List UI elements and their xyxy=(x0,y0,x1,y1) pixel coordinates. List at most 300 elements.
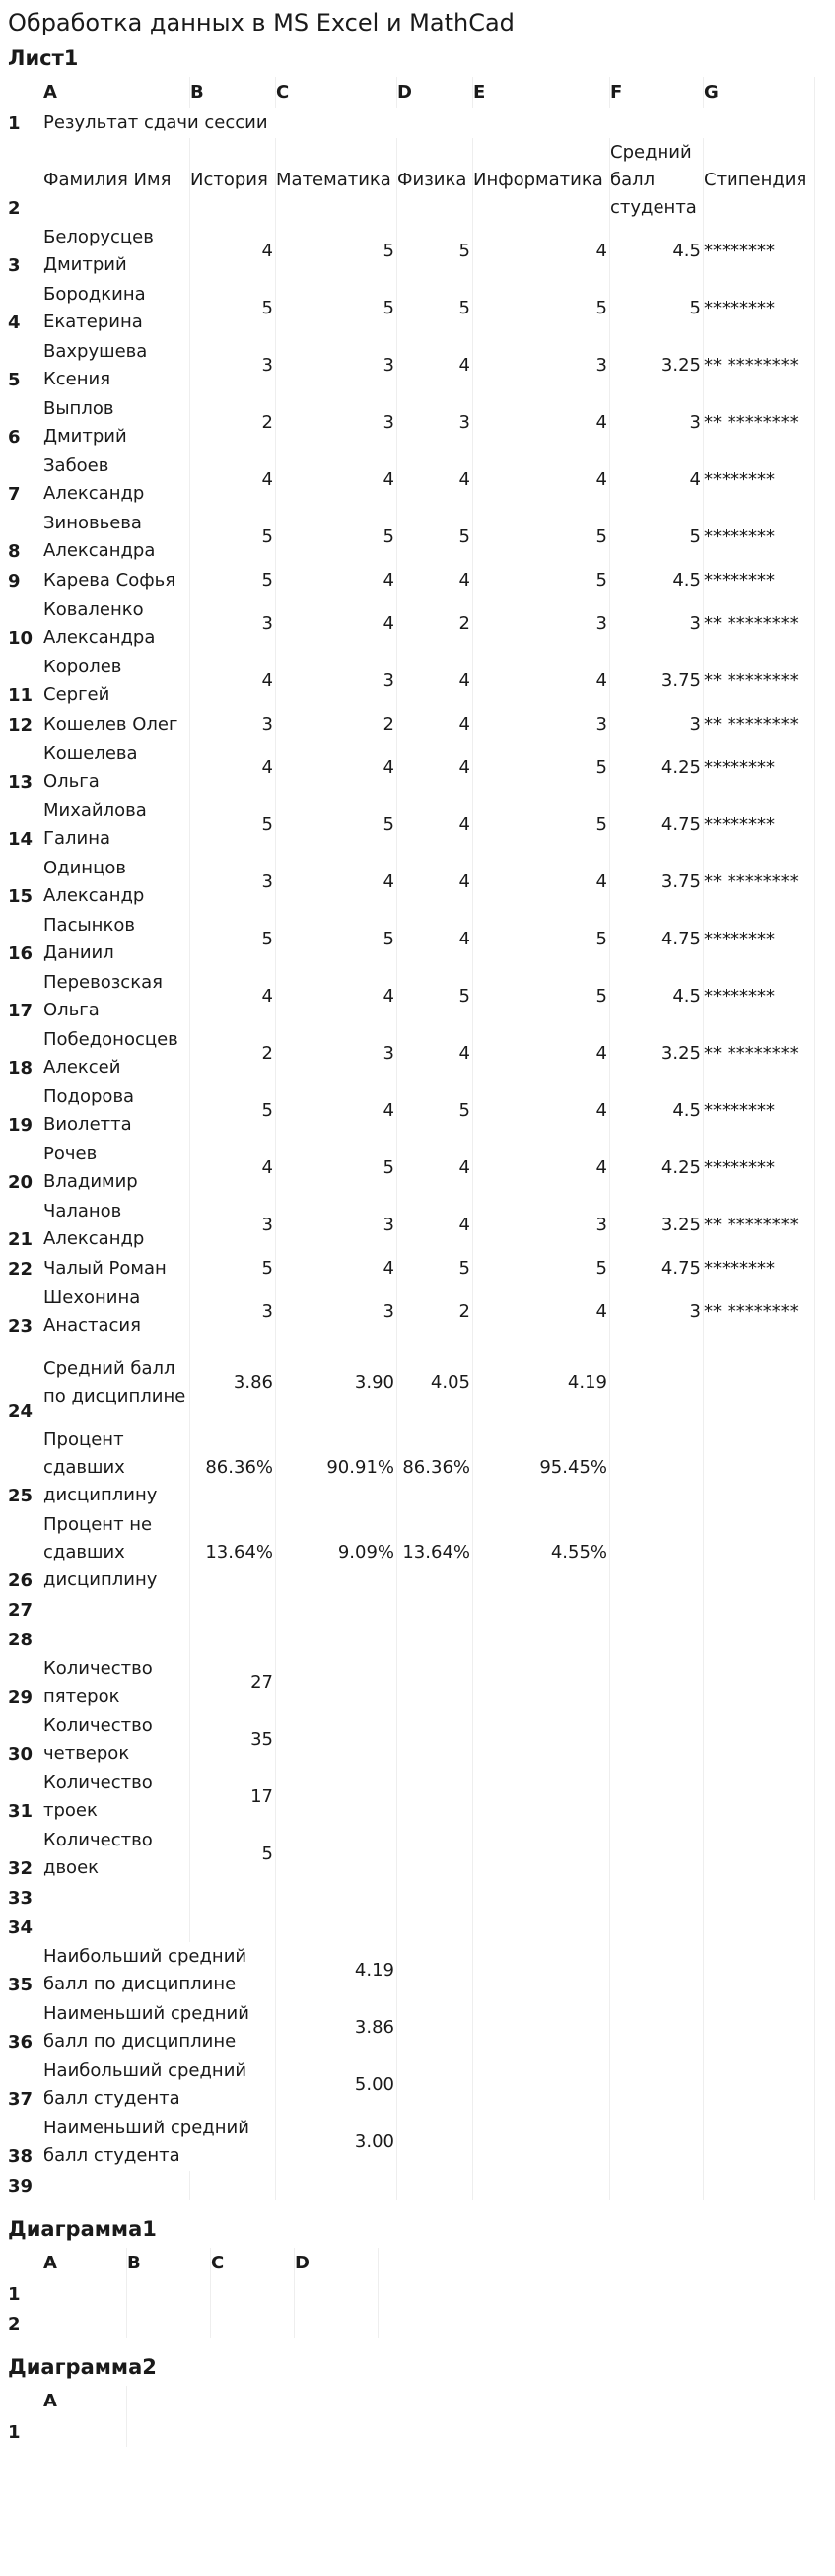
cell-e[interactable]: 95.45% xyxy=(473,1426,610,1510)
cell-b[interactable]: 3 xyxy=(190,854,276,911)
cell-a[interactable]: Количество двоек xyxy=(43,1826,190,1883)
cell-b[interactable]: 4 xyxy=(190,223,276,280)
cell-d[interactable]: 5 xyxy=(397,1082,473,1140)
cell-g[interactable] xyxy=(704,1711,815,1769)
cell-c[interactable]: 5 xyxy=(276,223,397,280)
cell-d[interactable]: 5 xyxy=(397,509,473,566)
cell-b[interactable]: 5 xyxy=(190,566,276,595)
cell-f[interactable] xyxy=(610,1913,704,1942)
cell-e[interactable]: 5 xyxy=(473,739,610,797)
cell-e[interactable] xyxy=(473,2114,610,2171)
cell-c[interactable] xyxy=(276,1913,397,1942)
cell-e[interactable]: Информатика xyxy=(473,138,610,223)
cell-f[interactable]: 4.25 xyxy=(610,1140,704,1197)
cell-b[interactable] xyxy=(190,2171,276,2200)
cell-b[interactable]: 5 xyxy=(190,1826,276,1883)
cell-d[interactable]: 4 xyxy=(397,739,473,797)
cell-g[interactable]: Стипендия xyxy=(704,138,815,223)
cell-f[interactable] xyxy=(610,1999,704,2056)
cell-f[interactable] xyxy=(610,1711,704,1769)
table-row xyxy=(8,1883,815,1913)
cell-c[interactable]: 3 xyxy=(276,394,397,452)
cell-a[interactable] xyxy=(43,2171,190,2200)
table-row xyxy=(8,223,815,280)
cell-b[interactable]: 3.86 xyxy=(190,1341,276,1426)
row-number: 5 xyxy=(8,370,21,390)
cell-c[interactable]: 4.19 xyxy=(276,1942,397,1999)
cell-c[interactable] xyxy=(276,2171,397,2200)
cell-b[interactable]: 3 xyxy=(190,710,276,739)
cell-a[interactable]: Количество пятерок xyxy=(43,1654,190,1711)
cell-d[interactable]: 4 xyxy=(397,911,473,968)
cell-f[interactable]: Средний балл студента xyxy=(610,138,704,223)
cell-e[interactable] xyxy=(473,1595,610,1625)
cell-c[interactable]: 90.91% xyxy=(276,1426,397,1510)
cell-f[interactable]: 3 xyxy=(610,595,704,653)
cell-a[interactable]: Пасынков Даниил xyxy=(43,911,190,968)
cell-d[interactable] xyxy=(397,1711,473,1769)
cell-a[interactable]: Одинцов Александр xyxy=(43,854,190,911)
cell-b[interactable]: 5 xyxy=(190,797,276,854)
cell-c[interactable]: 5 xyxy=(276,911,397,968)
row-number: 33 xyxy=(8,1888,34,1909)
row-number: 4 xyxy=(8,313,21,333)
cell-e[interactable]: 4 xyxy=(473,854,610,911)
cell-f[interactable] xyxy=(610,1826,704,1883)
cell-f[interactable] xyxy=(610,1654,704,1711)
cell-g[interactable]: ** ******** xyxy=(704,337,815,394)
cell-e[interactable] xyxy=(473,1625,610,1654)
cell xyxy=(295,2309,379,2338)
cell-e[interactable] xyxy=(473,1999,610,2056)
cell-a[interactable] xyxy=(43,1625,190,1654)
cell-g[interactable]: ** ******** xyxy=(704,653,815,710)
column-header-a: A xyxy=(43,2386,127,2417)
cell-f[interactable] xyxy=(610,1341,704,1426)
cell-b[interactable]: 4 xyxy=(190,452,276,509)
cell-b[interactable]: 4 xyxy=(190,653,276,710)
cell-b[interactable]: 2 xyxy=(190,394,276,452)
cell-e[interactable]: 4.55% xyxy=(473,1510,610,1595)
cell-g[interactable] xyxy=(704,1510,815,1595)
cell-b[interactable]: 4 xyxy=(190,968,276,1025)
table-row xyxy=(8,1826,815,1883)
cell-f[interactable]: 3.75 xyxy=(610,653,704,710)
cell-g[interactable]: ** ******** xyxy=(704,595,815,653)
cell-d[interactable]: 4 xyxy=(397,337,473,394)
cell-d[interactable]: 2 xyxy=(397,595,473,653)
cell-g[interactable]: ******** xyxy=(704,223,815,280)
cell-a[interactable] xyxy=(43,1595,190,1625)
cell-b[interactable]: 3 xyxy=(190,337,276,394)
cell-g[interactable] xyxy=(704,1625,815,1654)
cell-b[interactable]: 5 xyxy=(190,911,276,968)
cell-e[interactable]: 4 xyxy=(473,452,610,509)
cell-b[interactable]: 5 xyxy=(190,1082,276,1140)
table-row xyxy=(8,2279,379,2309)
cell-a[interactable]: Процент сдавших дисциплину xyxy=(43,1426,190,1510)
cell-d[interactable]: 5 xyxy=(397,1254,473,1284)
cell-d[interactable] xyxy=(397,2056,473,2114)
cell-e[interactable] xyxy=(473,1913,610,1942)
cell-c[interactable]: Математика xyxy=(276,138,397,223)
cell-d[interactable] xyxy=(397,1769,473,1826)
cell-g[interactable]: ** ******** xyxy=(704,394,815,452)
cell-a[interactable]: Карева Софья xyxy=(43,566,190,595)
cell-e[interactable]: 5 xyxy=(473,968,610,1025)
cell-f[interactable]: 3.25 xyxy=(610,1197,704,1254)
cell-f[interactable]: 4.75 xyxy=(610,911,704,968)
column-header-b: B xyxy=(190,77,276,108)
cell-b[interactable]: 2 xyxy=(190,1025,276,1082)
cell-e[interactable]: 5 xyxy=(473,566,610,595)
cell-a[interactable]: Чаланов Александр xyxy=(43,1197,190,1254)
cell-e[interactable]: 4 xyxy=(473,1025,610,1082)
cell-a[interactable]: Наибольший средний балл студента xyxy=(43,2056,276,2114)
cell-c[interactable] xyxy=(276,1595,397,1625)
cell-f[interactable]: 4.5 xyxy=(610,1082,704,1140)
cell-f[interactable]: 3 xyxy=(610,1284,704,1341)
cell-e[interactable] xyxy=(473,1711,610,1769)
cell-g[interactable]: ******** xyxy=(704,968,815,1025)
cell-a[interactable]: Количество троек xyxy=(43,1769,190,1826)
cell-f[interactable]: 4 xyxy=(610,452,704,509)
cell-b[interactable]: 86.36% xyxy=(190,1426,276,1510)
cell-g[interactable]: ******** xyxy=(704,1082,815,1140)
cell-d[interactable] xyxy=(397,1595,473,1625)
table-row xyxy=(8,2114,815,2171)
row-number: 1 xyxy=(8,113,21,134)
row-number: 3 xyxy=(8,255,21,276)
cell-f[interactable]: 4.5 xyxy=(610,566,704,595)
cell-d[interactable]: 4 xyxy=(397,710,473,739)
cell-c[interactable]: 3 xyxy=(276,1025,397,1082)
cell-a[interactable]: Наибольший средний балл по дисциплине xyxy=(43,1942,276,1999)
row-number: 2 xyxy=(8,198,21,219)
cell-g[interactable] xyxy=(704,1341,815,1426)
cell-a[interactable]: Фамилия Имя xyxy=(43,138,190,223)
cell-d[interactable]: 86.36% xyxy=(397,1426,473,1510)
cell-a[interactable]: Перевозская Ольга xyxy=(43,968,190,1025)
cell-b[interactable]: История xyxy=(190,138,276,223)
cell-e[interactable]: 3 xyxy=(473,1197,610,1254)
cell-d[interactable]: 4 xyxy=(397,1140,473,1197)
cell-e[interactable] xyxy=(473,1883,610,1913)
cell-e[interactable]: 4 xyxy=(473,653,610,710)
cell-f[interactable] xyxy=(610,1510,704,1595)
cell-f[interactable]: 5 xyxy=(610,509,704,566)
cell-g[interactable]: ******** xyxy=(704,280,815,337)
cell-a[interactable]: Зиновьева Александра xyxy=(43,509,190,566)
cell-g[interactable]: ** ******** xyxy=(704,1025,815,1082)
cell-d[interactable]: 4 xyxy=(397,854,473,911)
cell-c[interactable] xyxy=(276,1711,397,1769)
cell-c[interactable]: 2 xyxy=(276,710,397,739)
cell-b[interactable]: 3 xyxy=(190,1284,276,1341)
cell-c[interactable]: 3 xyxy=(276,653,397,710)
cell-c[interactable]: 4 xyxy=(276,1082,397,1140)
cell-g[interactable] xyxy=(704,1999,815,2056)
cell-d[interactable]: 5 xyxy=(397,223,473,280)
cell-f[interactable] xyxy=(610,2114,704,2171)
cell-a[interactable]: Забоев Александр xyxy=(43,452,190,509)
cell-e[interactable] xyxy=(473,1942,610,1999)
cell-a[interactable]: Вахрушева Ксения xyxy=(43,337,190,394)
cell-c[interactable]: 3.86 xyxy=(276,1999,397,2056)
cell-a[interactable]: Бородкина Екатерина xyxy=(43,280,190,337)
cell-g[interactable]: ******** xyxy=(704,509,815,566)
cell-g[interactable]: ******** xyxy=(704,797,815,854)
cell-g[interactable]: ** ******** xyxy=(704,710,815,739)
cell-a[interactable]: Подорова Виолетта xyxy=(43,1082,190,1140)
cell-c[interactable]: 4 xyxy=(276,968,397,1025)
cell-e[interactable]: 5 xyxy=(473,509,610,566)
cell-e[interactable]: 4 xyxy=(473,1140,610,1197)
cell-g[interactable] xyxy=(704,1826,815,1883)
cell-f[interactable] xyxy=(610,1625,704,1654)
row-number: 28 xyxy=(8,1630,34,1650)
cell-e[interactable]: 4 xyxy=(473,223,610,280)
cell-b[interactable]: 4 xyxy=(190,1140,276,1197)
cell-e[interactable] xyxy=(473,1654,610,1711)
cell-b[interactable] xyxy=(190,1913,276,1942)
cell-g[interactable]: ******** xyxy=(704,911,815,968)
column-header-a: A xyxy=(43,2248,127,2279)
cell-d[interactable] xyxy=(397,1883,473,1913)
row-number: 12 xyxy=(8,715,34,735)
cell-a[interactable]: Выплов Дмитрий xyxy=(43,394,190,452)
cell-e[interactable]: 4.19 xyxy=(473,1341,610,1426)
cell-d[interactable] xyxy=(397,1942,473,1999)
cell-b[interactable]: 13.64% xyxy=(190,1510,276,1595)
cell-e[interactable]: 5 xyxy=(473,797,610,854)
cell-d[interactable] xyxy=(397,1654,473,1711)
cell-g[interactable] xyxy=(704,2171,815,2200)
cell-b[interactable] xyxy=(190,1595,276,1625)
cell-e[interactable]: 4 xyxy=(473,394,610,452)
cell-a[interactable]: Шехонина Анастасия xyxy=(43,1284,190,1341)
cell-g[interactable]: ** ******** xyxy=(704,854,815,911)
cell-c[interactable]: 4 xyxy=(276,854,397,911)
row-number: 34 xyxy=(8,1917,34,1938)
cell-b[interactable]: 5 xyxy=(190,509,276,566)
cell-g[interactable] xyxy=(704,1942,815,1999)
cell-d[interactable]: Физика xyxy=(397,138,473,223)
cell-e[interactable]: 3 xyxy=(473,337,610,394)
cell-f[interactable]: 3 xyxy=(610,394,704,452)
cell-d[interactable]: 4 xyxy=(397,653,473,710)
cell-d[interactable]: 5 xyxy=(397,968,473,1025)
cell-d[interactable] xyxy=(397,2114,473,2171)
corner-cell xyxy=(8,77,43,108)
cell-f[interactable]: 3 xyxy=(610,710,704,739)
cell-f[interactable]: 4.5 xyxy=(610,223,704,280)
cell-f[interactable] xyxy=(610,1942,704,1999)
cell-e[interactable] xyxy=(473,1826,610,1883)
cell-d[interactable]: 2 xyxy=(397,1284,473,1341)
cell-c[interactable]: 4 xyxy=(276,1254,397,1284)
cell-c[interactable] xyxy=(276,1826,397,1883)
cell-a[interactable]: Королев Сергей xyxy=(43,653,190,710)
table-row xyxy=(8,452,815,509)
cell-f[interactable]: 4.75 xyxy=(610,1254,704,1284)
diagram2-grid xyxy=(8,2386,127,2447)
cell-c[interactable]: 5 xyxy=(276,797,397,854)
cell-g[interactable]: ******** xyxy=(704,566,815,595)
cell-d[interactable]: 4 xyxy=(397,566,473,595)
cell-g[interactable] xyxy=(704,1913,815,1942)
cell-a[interactable]: Количество четверок xyxy=(43,1711,190,1769)
row-number: 38 xyxy=(8,2146,34,2167)
cell-a[interactable]: Белорусцев Дмитрий xyxy=(43,223,190,280)
cell-d[interactable] xyxy=(397,1625,473,1654)
cell-a[interactable] xyxy=(43,1883,190,1913)
cell-a[interactable]: Результат сдачи сессии xyxy=(43,108,815,138)
row-number: 27 xyxy=(8,1600,34,1621)
cell-f[interactable] xyxy=(610,2171,704,2200)
cell-b[interactable]: 3 xyxy=(190,1197,276,1254)
cell-c[interactable]: 3.90 xyxy=(276,1341,397,1426)
cell-b[interactable]: 4 xyxy=(190,739,276,797)
cell-b[interactable]: 5 xyxy=(190,280,276,337)
cell-f[interactable]: 3.25 xyxy=(610,1025,704,1082)
cell-d[interactable] xyxy=(397,2171,473,2200)
cell-f[interactable] xyxy=(610,2056,704,2114)
table-row xyxy=(8,2309,379,2338)
cell-b[interactable]: 35 xyxy=(190,1711,276,1769)
cell-b[interactable]: 5 xyxy=(190,1254,276,1284)
cell-g[interactable]: ** ******** xyxy=(704,1197,815,1254)
cell-g[interactable] xyxy=(704,1426,815,1510)
cell-b[interactable] xyxy=(190,1625,276,1654)
cell-a[interactable]: Михайлова Галина xyxy=(43,797,190,854)
cell-e[interactable]: 5 xyxy=(473,1254,610,1284)
cell-g[interactable] xyxy=(704,1883,815,1913)
cell-c[interactable]: 4 xyxy=(276,595,397,653)
cell-g[interactable] xyxy=(704,1595,815,1625)
cell-b[interactable]: 17 xyxy=(190,1769,276,1826)
cell-c[interactable] xyxy=(276,1625,397,1654)
cell-g[interactable] xyxy=(704,2056,815,2114)
cell-e[interactable] xyxy=(473,2056,610,2114)
cell-e[interactable] xyxy=(473,1769,610,1826)
sheet-title-list1: Лист1 xyxy=(8,46,79,70)
cell-d[interactable]: 4 xyxy=(397,452,473,509)
row-number: 39 xyxy=(8,2176,34,2196)
cell-a[interactable]: Кошелева Ольга xyxy=(43,739,190,797)
cell-c[interactable]: 4 xyxy=(276,739,397,797)
cell-a[interactable]: Средний балл по дисциплине xyxy=(43,1341,190,1426)
cell-d[interactable]: 4.05 xyxy=(397,1341,473,1426)
cell-c[interactable]: 5.00 xyxy=(276,2056,397,2114)
cell-g[interactable]: ******** xyxy=(704,739,815,797)
table-row xyxy=(8,1341,815,1426)
cell-e[interactable]: 4 xyxy=(473,1082,610,1140)
cell-a[interactable]: Кошелев Олег xyxy=(43,710,190,739)
cell-f[interactable]: 3.75 xyxy=(610,854,704,911)
cell-a[interactable]: Чалый Роман xyxy=(43,1254,190,1284)
cell-c[interactable]: 5 xyxy=(276,1140,397,1197)
cell-g[interactable]: ** ******** xyxy=(704,1284,815,1341)
cell-e[interactable]: 3 xyxy=(473,595,610,653)
cell-c[interactable]: 9.09% xyxy=(276,1510,397,1595)
cell-f[interactable]: 3.25 xyxy=(610,337,704,394)
cell-f[interactable]: 4.75 xyxy=(610,797,704,854)
cell-d[interactable]: 5 xyxy=(397,280,473,337)
row-number: 6 xyxy=(8,427,21,448)
sheet-title-diagram2: Диаграмма2 xyxy=(8,2355,157,2379)
cell-e[interactable]: 5 xyxy=(473,911,610,968)
cell-g[interactable]: ******** xyxy=(704,452,815,509)
corner-cell xyxy=(8,2386,43,2417)
cell-d[interactable]: 4 xyxy=(397,797,473,854)
column-header-b: B xyxy=(127,2248,211,2279)
row-number: 9 xyxy=(8,571,21,592)
table-row xyxy=(8,280,815,337)
cell-a[interactable]: Процент не сдавших дисциплину xyxy=(43,1510,190,1595)
cell-a[interactable]: Рочев Владимир xyxy=(43,1140,190,1197)
row-number: 18 xyxy=(8,1058,34,1079)
cell-b[interactable]: 3 xyxy=(190,595,276,653)
cell-a[interactable] xyxy=(43,1913,190,1942)
cell-f[interactable] xyxy=(610,1595,704,1625)
cell-c[interactable]: 5 xyxy=(276,509,397,566)
cell-c[interactable]: 3 xyxy=(276,1284,397,1341)
cell-e[interactable]: 3 xyxy=(473,710,610,739)
cell-g[interactable] xyxy=(704,1769,815,1826)
cell-a[interactable]: Наименьший средний балл по дисциплине xyxy=(43,1999,276,2056)
cell-g[interactable] xyxy=(704,2114,815,2171)
cell-a[interactable]: Коваленко Александра xyxy=(43,595,190,653)
cell-f[interactable]: 4.25 xyxy=(610,739,704,797)
cell-c[interactable]: 4 xyxy=(276,452,397,509)
cell-f[interactable]: 5 xyxy=(610,280,704,337)
cell-c[interactable] xyxy=(276,1769,397,1826)
cell-d[interactable]: 4 xyxy=(397,1197,473,1254)
cell-e[interactable]: 5 xyxy=(473,280,610,337)
cell-f[interactable] xyxy=(610,1769,704,1826)
cell-c[interactable] xyxy=(276,1883,397,1913)
cell-f[interactable] xyxy=(610,1426,704,1510)
cell-e[interactable] xyxy=(473,2171,610,2200)
cell-g[interactable]: ******** xyxy=(704,1254,815,1284)
cell-c[interactable] xyxy=(276,1654,397,1711)
cell-a[interactable]: Наименьший средний балл студента xyxy=(43,2114,276,2171)
cell-a[interactable]: Победоносцев Алексей xyxy=(43,1025,190,1082)
cell-d[interactable] xyxy=(397,1999,473,2056)
table-row xyxy=(8,337,815,394)
cell-d[interactable]: 4 xyxy=(397,1025,473,1082)
cell-c[interactable]: 3 xyxy=(276,1197,397,1254)
cell-d[interactable] xyxy=(397,1826,473,1883)
cell-c[interactable]: 3.00 xyxy=(276,2114,397,2171)
cell-f[interactable] xyxy=(610,1883,704,1913)
cell-c[interactable]: 3 xyxy=(276,337,397,394)
cell-d[interactable] xyxy=(397,1913,473,1942)
cell-d[interactable]: 3 xyxy=(397,394,473,452)
cell-g[interactable]: ******** xyxy=(704,1140,815,1197)
cell-b[interactable]: 27 xyxy=(190,1654,276,1711)
cell-d[interactable]: 13.64% xyxy=(397,1510,473,1595)
table-row xyxy=(8,1510,815,1595)
column-header-row xyxy=(8,77,815,108)
cell-b[interactable] xyxy=(190,1883,276,1913)
cell-g[interactable] xyxy=(704,1654,815,1711)
cell-c[interactable]: 5 xyxy=(276,280,397,337)
cell-f[interactable]: 4.5 xyxy=(610,968,704,1025)
cell-e[interactable]: 4 xyxy=(473,1284,610,1341)
cell-c[interactable]: 4 xyxy=(276,566,397,595)
